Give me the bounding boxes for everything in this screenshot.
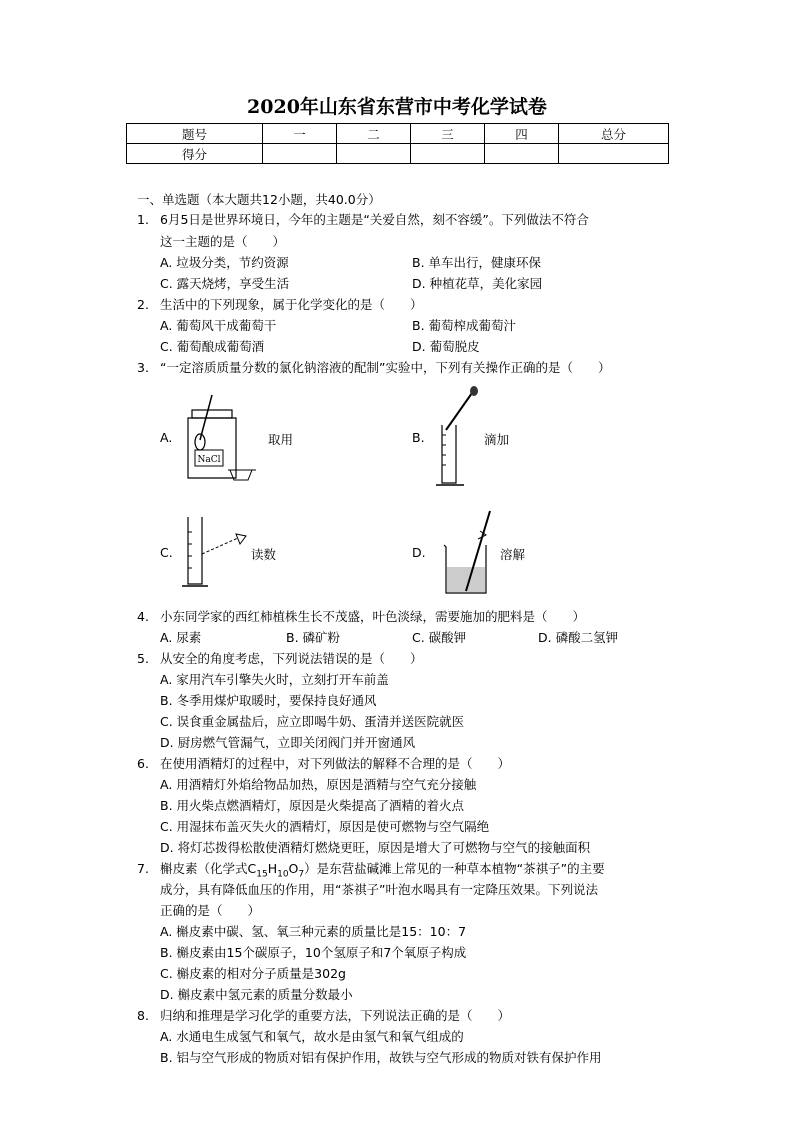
question-number: 2. — [137, 297, 149, 312]
option-d-label: D. — [412, 545, 426, 560]
option-a-text: 取用 — [268, 432, 294, 447]
option-c-label: C. — [160, 545, 173, 560]
option-d: D. 种植花草，美化家园 — [412, 276, 543, 291]
option-b: B. 铝与空气形成的物质对铝有保护作用，故铁与空气形成的物质对铁有保护作用 — [160, 1050, 602, 1065]
question-stem: 槲皮素（化学式$C_{15}H_{10}O_7$）是东营盐碱滩上常见的一种草本植物“茶祺子”的主要 — [160, 861, 605, 880]
question-stem: 生活中的下列现象，属于化学变化的是（ ） — [160, 297, 423, 312]
question-number: 5. — [137, 651, 149, 666]
option-d-text: 溶解 — [500, 547, 526, 562]
option-c: C. 葡萄酿成葡萄酒 — [160, 339, 265, 354]
score-cell[interactable] — [337, 144, 411, 164]
beaker-stirring-icon — [440, 505, 495, 600]
question-stem: 归纳和推理是学习化学的重要方法，下列说法正确的是（ ） — [160, 1008, 511, 1023]
question-8 — [137, 1006, 510, 1024]
option-b-label: B. — [412, 430, 425, 445]
score-header-cell: 三 — [411, 124, 485, 144]
option-a: A. 葡萄风干成葡萄干 — [160, 318, 277, 333]
option-b: B. 用火柴点燃酒精灯，原因是火柴提高了酒精的着火点 — [160, 798, 465, 813]
option-a: A. 水通电生成氢气和氧气，故水是由氢气和氧气组成的 — [160, 1029, 464, 1044]
option-c: C. 用湿抹布盖灭失火的酒精灯，原因是使可燃物与空气隔绝 — [160, 819, 490, 834]
option-b-text: 滴加 — [484, 432, 510, 447]
option-a: A. 家用汽车引擎失火时，立刻打开车前盖 — [160, 672, 389, 687]
option-c-text: 读数 — [251, 547, 277, 562]
question-number: 8. — [137, 1008, 149, 1023]
score-header-cell: 二 — [337, 124, 411, 144]
option-c: C. 误食重金属盐后，应立即喝牛奶、蛋清并送医院就医 — [160, 714, 465, 729]
option-b: B. 冬季用煤炉取暖时，要保持良好通风 — [160, 693, 377, 708]
score-cell[interactable] — [485, 144, 559, 164]
option-c: C. 露天烧烤，享受生活 — [160, 276, 290, 291]
question-number: 4. — [137, 609, 149, 624]
option-b: B. 单车出行，健康环保 — [412, 255, 542, 270]
exam-title: 2020年山东省东营市中考化学试卷 — [247, 96, 547, 118]
option-b: B. 葡萄榨成葡萄汁 — [412, 318, 517, 333]
score-table — [126, 123, 669, 164]
option-d: D. 厨房燃气管漏气，立即关闭阀门并开窗通风 — [160, 735, 416, 750]
question-number: 7. — [137, 861, 149, 876]
option-d: D. 将灯芯拨得松散使酒精灯燃烧更旺，原因是增大了可燃物与空气的接触面积 — [160, 840, 591, 855]
option-d: D. 葡萄脱皮 — [412, 339, 480, 354]
option-d: D. 磷酸二氢钾 — [538, 630, 619, 645]
question-stem-cont: 正确的是（ ） — [160, 903, 261, 918]
option-b: B. 槲皮素由15个碳原子，10个氢原子和7个氧原子构成 — [160, 945, 467, 960]
score-row-label: 得分 — [127, 144, 263, 164]
score-header-cell: 总分 — [559, 124, 669, 144]
question-stem: 小东同学家的西红柿植株生长不茂盛，叶色淡绿，需要施加的肥料是（ ） — [160, 609, 586, 624]
score-cell[interactable] — [411, 144, 485, 164]
score-table-row — [127, 144, 669, 164]
option-b: B. 磷矿粉 — [286, 630, 341, 645]
question-number: 6. — [137, 756, 149, 771]
question-6 — [137, 754, 510, 772]
question-stem: “一定溶质质量分数的氯化钠溶液的配制”实验中，下列有关操作正确的是（ ） — [160, 360, 611, 375]
cylinder-reading-icon — [180, 512, 250, 592]
option-c: C. 槲皮素的相对分子质量是302g — [160, 966, 346, 981]
option-a: A. 垃圾分类，节约资源 — [160, 255, 289, 270]
score-cell[interactable] — [559, 144, 669, 164]
question-stem-cont: 成分，具有降低血压的作用，用“茶祺子”叶泡水喝具有一定降压效果。下列说法 — [160, 882, 598, 897]
option-a: A. 槲皮素中碳、氢、氧三种元素的质量比是15：10：7 — [160, 924, 467, 939]
score-table-header-row — [127, 124, 669, 144]
question-1 — [137, 210, 589, 228]
option-a: A. 尿素 — [160, 630, 202, 645]
reagent-label: NaCl — [197, 455, 221, 465]
question-number: 1. — [137, 212, 149, 227]
score-header-cell: 一 — [263, 124, 337, 144]
question-stem: 在使用酒精灯的过程中，对下列做法的解释不合理的是（ ） — [160, 756, 511, 771]
question-stem-cont: 这一主题的是（ ） — [160, 234, 286, 249]
section-heading: 一、单选题（本大题共12小题，共40.0分） — [137, 192, 381, 207]
option-d: D. 槲皮素中氢元素的质量分数最小 — [160, 987, 353, 1002]
question-2 — [137, 295, 423, 313]
reagent-bottle-spoon-icon — [178, 390, 268, 485]
question-4 — [137, 607, 585, 625]
option-c: C. 碳酸钾 — [412, 630, 467, 645]
score-header-cell: 题号 — [127, 124, 263, 144]
question-7 — [137, 859, 605, 880]
option-a: A. 用酒精灯外焰给物品加热，原因是酒精与空气充分接触 — [160, 777, 477, 792]
question-3 — [137, 358, 610, 376]
question-stem: 6月5日是世界环境日，今年的主题是“关爱自然，刻不容缓”。下列做法不符合 — [160, 212, 589, 227]
score-cell[interactable] — [263, 144, 337, 164]
question-number: 3. — [137, 360, 149, 375]
question-stem: 从安全的角度考虑，下列说法错误的是（ ） — [160, 651, 423, 666]
cylinder-dropper-icon — [434, 385, 484, 490]
option-a-label: A. — [160, 430, 173, 445]
score-header-cell: 四 — [485, 124, 559, 144]
question-5 — [137, 649, 423, 667]
